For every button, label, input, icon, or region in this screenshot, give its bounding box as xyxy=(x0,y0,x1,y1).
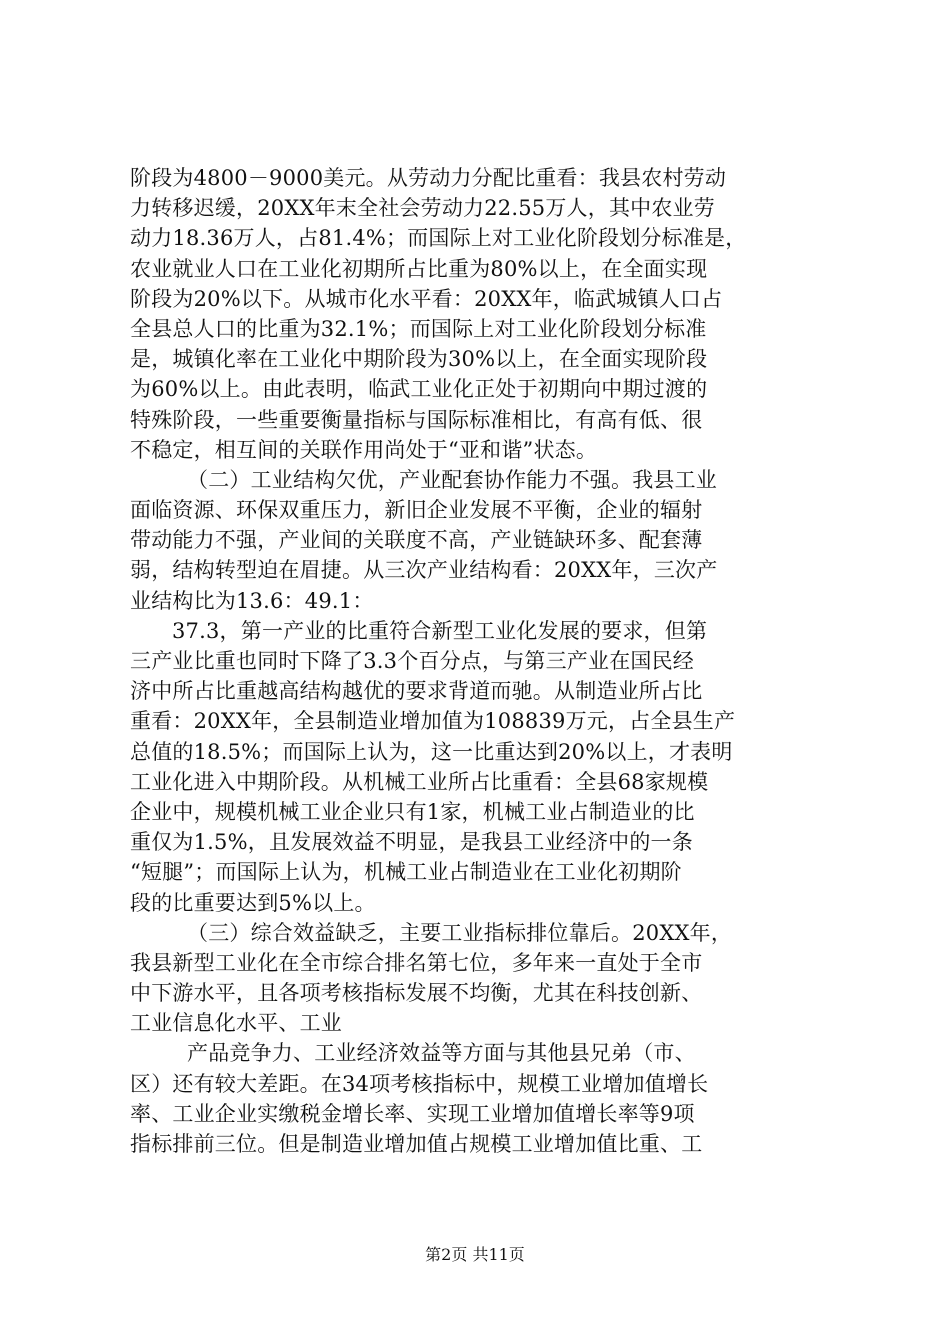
text-line: 产品竞争力、工业经济效益等方面与其他县兄弟（市、 xyxy=(187,1041,696,1066)
section-heading-line: （三）综合效益缺乏，主要工业指标排位靠后。20XX年， xyxy=(187,920,733,945)
text-line: 业结构比为13.6：49.1： xyxy=(130,588,374,613)
text-line: 三产业比重也同时下降了3.3个百分点，与第三产业在国民经 xyxy=(130,649,694,673)
text-line: 重仅为1.5%，且发展效益不明显，是我县工业经济中的一条 xyxy=(130,830,693,855)
text-line: 济中所占比重越高结构越优的要求背道而驰。从制造业所占比 xyxy=(130,679,703,704)
text-line: 企业中，规模机械工业企业只有1家，机械工业占制造业的比 xyxy=(130,799,695,824)
text-line: 阶段为4800－9000美元。从劳动力分配比重看：我县农村劳动 xyxy=(130,166,727,190)
text-line: 不稳定，相互间的关联作用尚处于“亚和谐”状态。 xyxy=(130,437,598,462)
text-line: 阶段为20%以下。从城市化水平看：20XX年，临武城镇人口占 xyxy=(130,286,723,311)
text-line: 率、工业企业实缴税金增长率、实现工业增加值增长率等9项 xyxy=(130,1101,695,1126)
text-line: 重看：20XX年，全县制造业增加值为108839万元，占全县生产 xyxy=(130,709,736,734)
text-line: 为60%以上。由此表明，临武工业化正处于初期向中期过渡的 xyxy=(130,377,708,402)
text-line: 总值的18.5%；而国际上认为，这一比重达到20%以上，才表明 xyxy=(130,739,733,764)
text-line: 动力18.36万人，占81.4%；而国际上对工业化阶段划分标准是， xyxy=(130,226,747,251)
text-line: 特殊阶段，一些重要衡量指标与国际标准相比，有高有低、很 xyxy=(130,407,703,432)
section-heading-line: （二）工业结构欠优，产业配套协作能力不强。我县工业 xyxy=(187,467,717,492)
text-line: 区）还有较大差距。在34项考核指标中，规模工业增加值增长 xyxy=(130,1071,709,1096)
text-line: 工业化进入中期阶段。从机械工业所占比重看：全县68家规模 xyxy=(130,769,709,794)
text-line: 面临资源、环保双重压力，新旧企业发展不平衡，企业的辐射 xyxy=(130,498,703,523)
text-line: 力转移迟缓，20XX年末全社会劳动力22.55万人，其中农业劳 xyxy=(130,196,715,221)
page-number-footer: 第2页 共11页 xyxy=(425,1245,525,1264)
text-line: 中下游水平，且各项考核指标发展不均衡，尤其在科技创新、 xyxy=(130,981,703,1006)
text-line: 是，城镇化率在工业化中期阶段为30%以上，在全面实现阶段 xyxy=(130,347,708,372)
text-line: 全县总人口的比重为32.1%；而国际上对工业化阶段划分标准 xyxy=(130,316,707,341)
text-line: 带动能力不强，产业间的关联度不高，产业链缺环多、配套薄 xyxy=(130,528,703,553)
text-line: 指标排前三位。但是制造业增加值占规模工业增加值比重、工 xyxy=(130,1132,703,1156)
text-line: 农业就业人口在工业化初期所占比重为80%以上，在全面实现 xyxy=(130,256,708,281)
document-body xyxy=(130,163,830,1159)
text-line: 我县新型工业化在全市综合排名第七位，多年来一直处于全市 xyxy=(130,950,703,975)
text-line: 37.3，第一产业的比重符合新型工业化发展的要求，但第 xyxy=(172,618,708,643)
text-line: 工业信息化水平、工业 xyxy=(130,1011,342,1036)
text-line: “短腿”；而国际上认为，机械工业占制造业在工业化初期阶 xyxy=(130,860,682,885)
text-line: 弱，结构转型迫在眉捷。从三次产业结构看：20XX年，三次产 xyxy=(130,558,718,583)
text-line: 段的比重要达到5%以上。 xyxy=(130,890,376,915)
